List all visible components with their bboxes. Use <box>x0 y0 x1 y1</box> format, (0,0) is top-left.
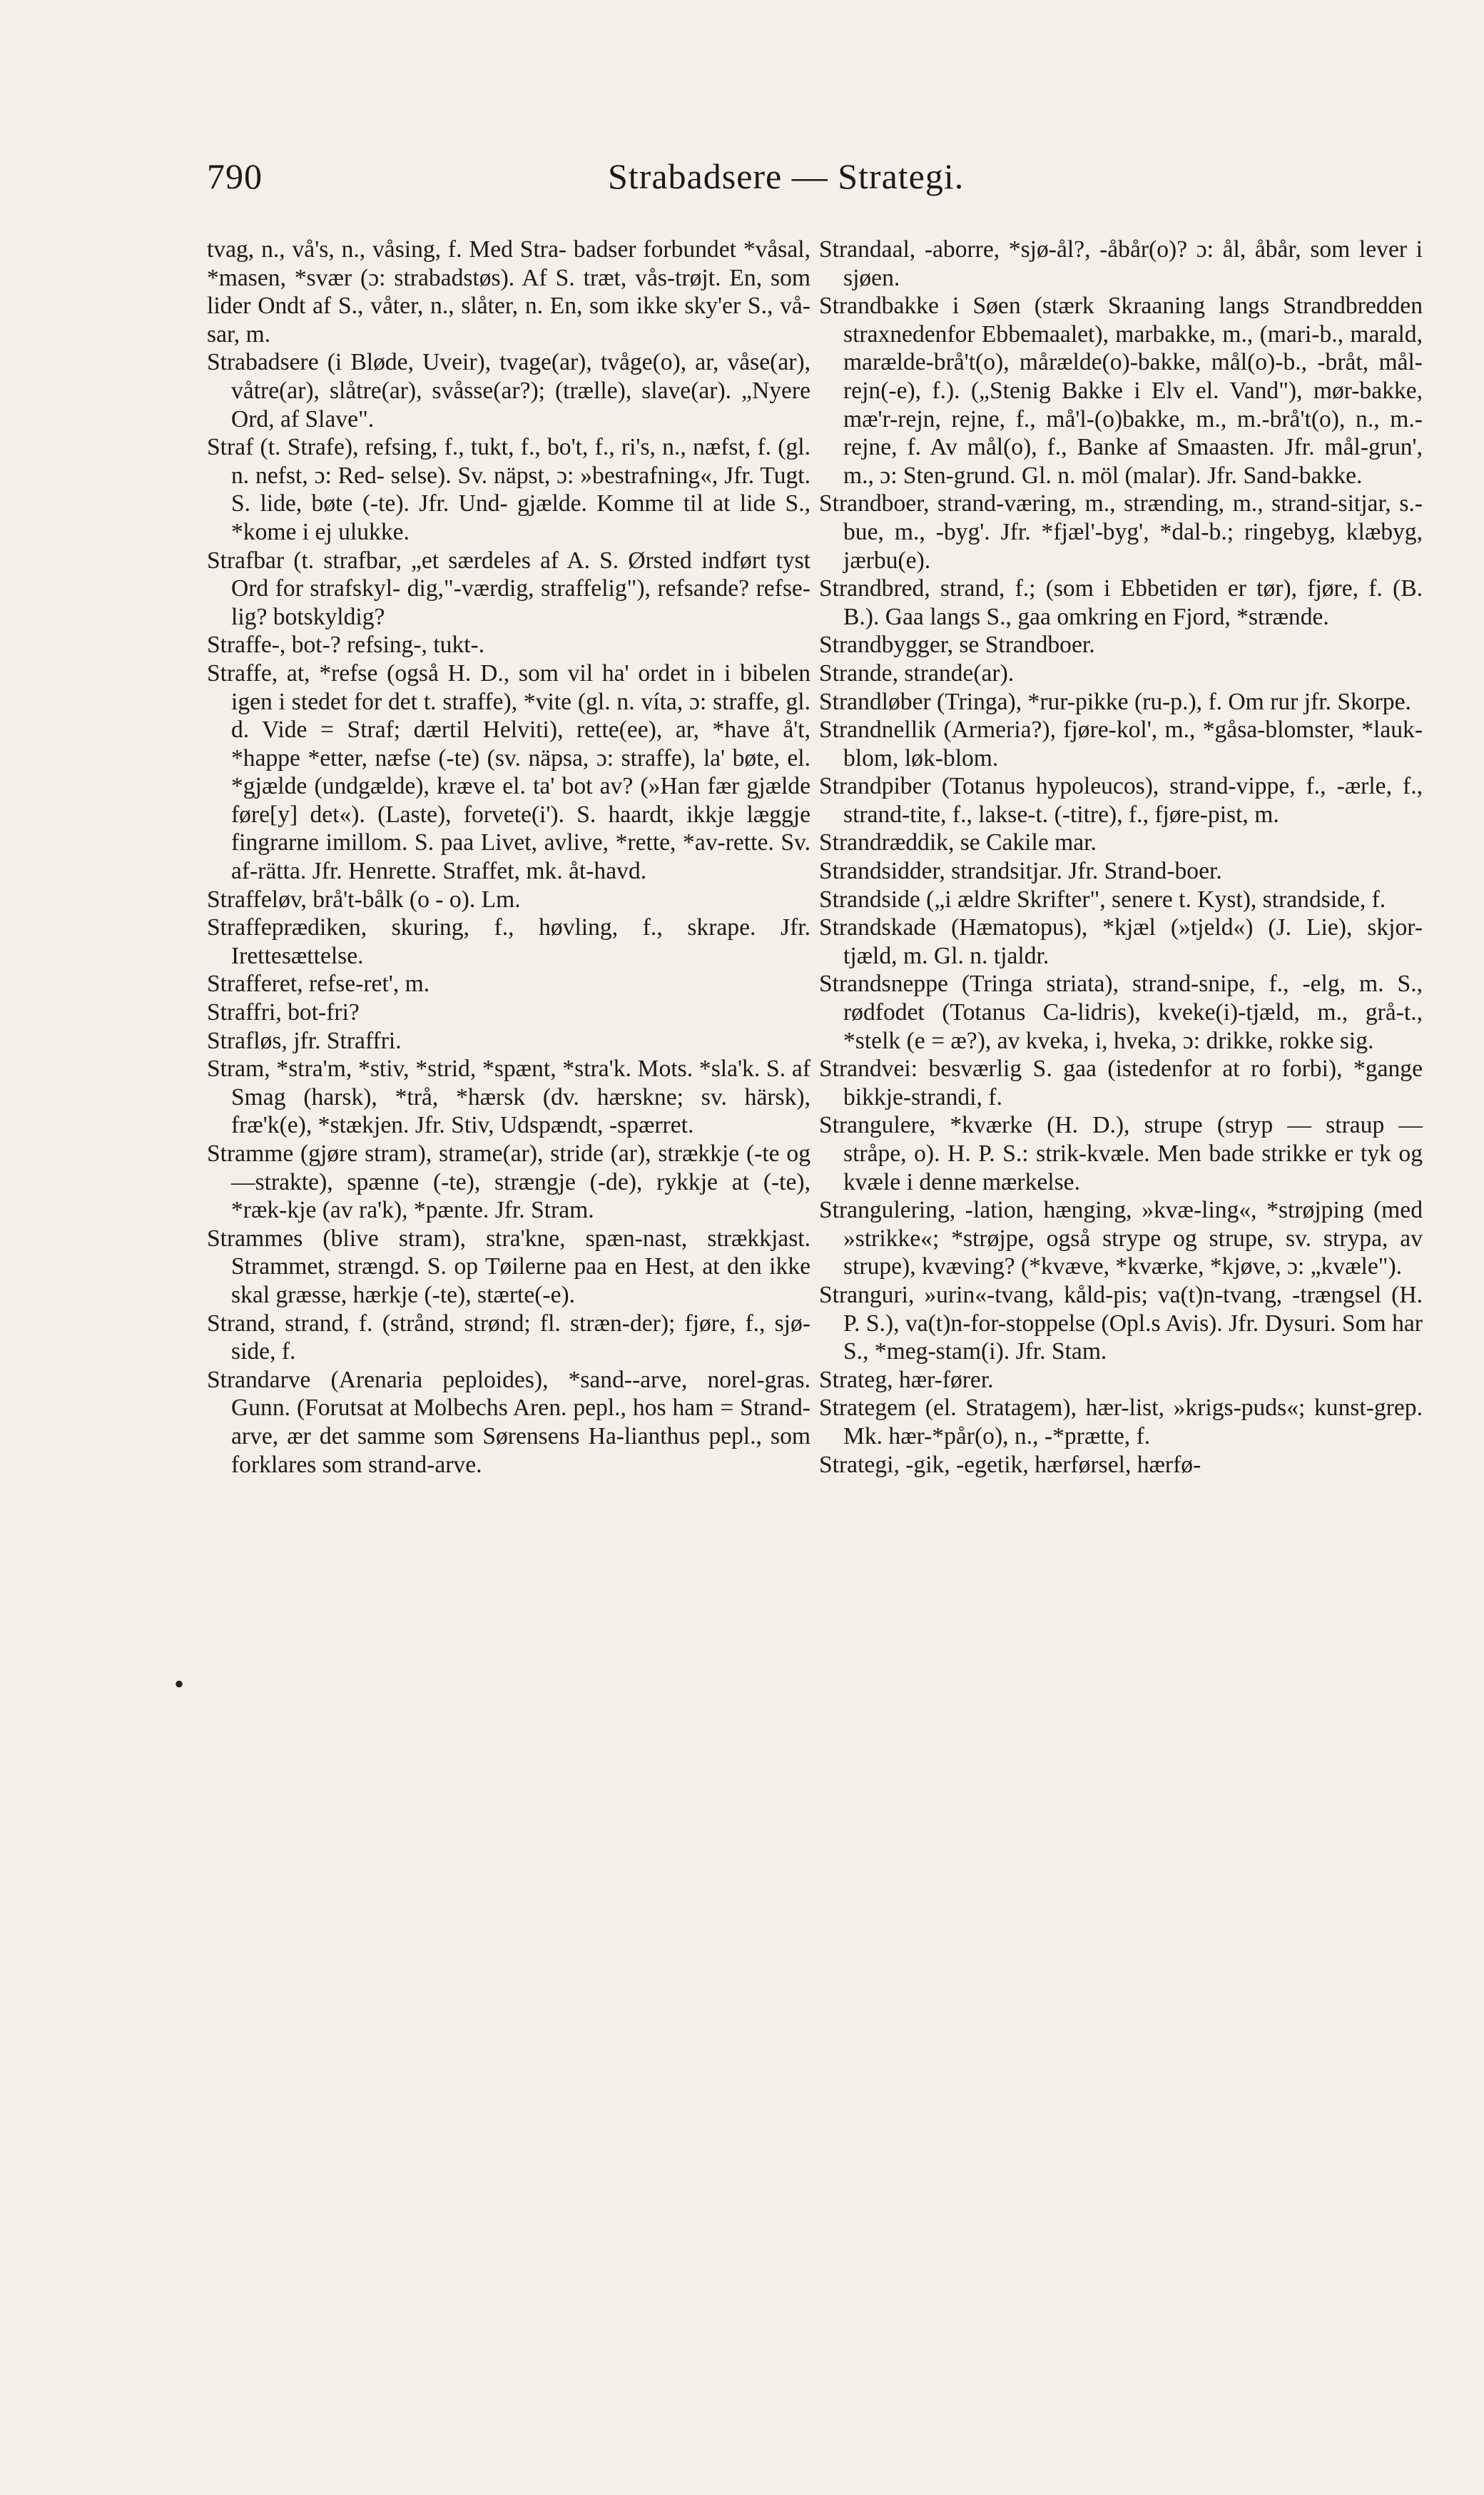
entry: Strandsneppe (Tringa striata), strand-snipe, f., -elg, m. S., rødfodet (Totanus Ca-lidris), kveke(i)-tjæld, m., grå-t., *stelk (e = æ?), av kveka, i, hveka, ɔ: drikke, rokke sig. <box>819 971 1423 1054</box>
page-header <box>207 156 1313 206</box>
entry: Straffe-, bot-? refsing-, tukt-. <box>207 632 485 659</box>
entry: Strandside („i ældre Skrifter", senere t. Kyst), strandside, f. <box>819 886 1386 913</box>
entry: Strandskade (Hæmatopus), *kjæl (»tjeld«) (J. Lie), skjor-tjæld, m. Gl. n. tjaldr. <box>819 914 1423 969</box>
entry: Straf (t. Strafe), refsing, f., tukt, f., bo't, f., ri's, n., næfst, f. (gl. n. nefst, ɔ: Red- selse). Sv. näpst, ɔ: »bestrafning«, Jfr. Tugt. S. lide, bøte (-te). Jfr. Und- gjælde. Komme til at lide S., *kome i ej ulukke. <box>207 434 810 545</box>
entry: Strangulere, *kværke (H. D.), strupe (stryp — straup — stråpe, o). H. P. S.: strik-kvæle. Men bade strikke er tyk og kvæle i denne mærkelse. <box>819 1112 1423 1195</box>
page-number: 790 <box>207 156 263 196</box>
entry: Strande, strande(ar). <box>819 659 1015 687</box>
entry: Strandbygger, se Strandboer. <box>819 632 1095 659</box>
entry: Strangulering, -lation, hænging, »kvæ-ling«, *strøjping (med »strikke«; *strøjpe, også strype og strupe, sv. strypa, av strupe), kvæving? (*kvæve, *kværke, *kjøve, ɔ: „kvæle"). <box>819 1197 1423 1280</box>
entry: Strand, strand, f. (strånd, strønd; fl. stræn-der); fjøre, f., sjø-side, f. <box>207 1310 810 1365</box>
entry: Stram, *stra'm, *stiv, *strid, *spænt, *stra'k. Mots. *sla'k. S. af Smag (harsk), *trå, *hærsk (dv. hærskne; sv. härsk), fræ'k(e), *stækjen. Jfr. Stiv, Udspændt, -spærret. <box>207 1056 810 1139</box>
entry: Strandnellik (Armeria?), fjøre-kol', m., *gåsa-blomster, *lauk-blom, løk-blom. <box>819 717 1423 771</box>
left-column <box>207 236 810 1479</box>
entry: Strateg, hær-fører. <box>819 1366 994 1393</box>
entry: Stranguri, »urin«-tvang, kåld-pis; va(t)n-tvang, -trængsel (H. P. S.), va(t)n-for-stoppelse (Opl.s Avis). Jfr. Dysuri. Som har S., *meg-stam(i). Jfr. Stam. <box>819 1281 1423 1365</box>
entry: Straffeløv, brå't-bålk (o - o). Lm. <box>207 886 521 913</box>
entry: Strandvei: besværlig S. gaa (istedenfor at ro forbi), *gange bikkje-strandi, f. <box>819 1056 1423 1110</box>
entry: Straffeprædiken, skuring, f., høvling, f., skrape. Jfr. Irettesættelse. <box>207 914 810 969</box>
entry: Strandløber (Tringa), *rur-pikke (ru-p.), f. Om rur jfr. Skorpe. <box>819 688 1411 715</box>
entry: Strandræddik, se Cakile mar. <box>819 829 1097 856</box>
entry: Strandbred, strand, f.; (som i Ebbetiden er tør), fjøre, f. (B. B.). Gaa langs S., gaa omkring en Fjord, *strænde. <box>819 575 1423 630</box>
entry: Strandaal, -aborre, *sjø-ål?, -åbår(o)? ɔ: ål, åbår, som lever i sjøen. <box>819 236 1423 291</box>
margin-mark-icon: • <box>174 1668 185 1700</box>
entry: Strammes (blive stram), stra'kne, spæn-nast, strækkjast. Strammet, strængd. S. op Tøilerne paa en Hest, at den ikke skal græsse, hærkje (-te), stærte(-e). <box>207 1225 810 1308</box>
entry: Stramme (gjøre stram), strame(ar), stride (ar), strækkje (-te og —strakte), spænne (-te), strængje (-de), rykkje at (-te), *ræk-kje (av ra'k), *pænte. Jfr. Stram. <box>207 1140 810 1224</box>
running-title: Strabadsere — Strategi. <box>608 156 965 196</box>
entry: Strabadsere (i Bløde, Uveir), tvage(ar), tvåge(o), ar, våse(ar), våtre(ar), slåtre(ar), svåsse(ar?); (trælle), slave(ar). „Nyere Ord, af Slave". <box>207 349 810 432</box>
entry: Strandpiber (Totanus hypoleucos), strand-vippe, f., -ærle, f., strand-tite, f., lakse-t. (-titre), f., fjøre-pist, m. <box>819 773 1423 828</box>
entry: Straffe, at, *refse (også H. D., som vil ha' ordet in i bibelen igen i stedet for det t. straffe), *vite (gl. n. víta, ɔ: straffe, gl. d. Vide = Straf; dærtil Helviti), rette(ee), ar, *have å't, *happe *etter, næfse (-te) (sv. näpsa, ɔ: straffe), la' bøte, el. *gjælde (undgælde), kræve el. ta' bot av? (»Han fær gjælde føre[y] det«). (Laste), forvete(i'). S. haardt, ikkje læggje fingrarne imillom. S. paa Livet, avlive, *rette, *av-rette. Sv. af-rätta. Jfr. Henrette. Straffet, mk. åt-havd. <box>207 659 810 885</box>
entry: Strandsidder, strandsitjar. Jfr. Strand-boer. <box>819 858 1222 885</box>
right-column <box>819 236 1423 1479</box>
entry: Straffri, bot-fri? <box>207 999 360 1026</box>
entry: Strafbar (t. strafbar, „et særdeles af A. S. Ørsted indført tyst Ord for strafskyl- dig,"-værdig, straffelig"), refsande? refse-lig? botskyldig? <box>207 547 810 630</box>
entry: Strategem (el. Stratagem), hær-list, »krigs-puds«; kunst-grep. Mk. hær-*pår(o), n., -*prætte, f. <box>819 1395 1423 1449</box>
entry: Strafløs, jfr. Straffri. <box>207 1027 402 1054</box>
entry: Strandbakke i Søen (stærk Skraaning langs Strandbredden straxnedenfor Ebbemaalet), marbakke, m., (mari-b., marald, marælde-brå't(o), mårælde(o)-bakke, mål(o)-b., -bråt, mål-rejn(-e), f.). („Stenig Bakke i Elv el. Vand"), mør-bakke, mæ'r-rejn, rejne, f., må'l-(o)bakke, m., m.-brå't(o), n., m.-rejne, f. Av mål(o), f., Banke af Smaasten. Jfr. mål-grun', m., ɔ: Sten-grund. Gl. n. möl (malar). Jfr. Sand-bakke. <box>819 293 1423 489</box>
entry: Strandarve (Arenaria peploides), *sand--arve, norel-gras. Gunn. (Forutsat at Molbechs Aren. pepl., hos ham = Strand- arve, ær det samme som Sørensens Ha-lianthus pepl., som forklares som strand-arve. <box>207 1366 810 1478</box>
entry: tvag, n., vå's, n., våsing, f. Med Stra- badser forbundet *våsal, *masen, *svær (ɔ: strabadstøs). Af S. træt, vås-trøjt. En, som lider Ondt af S., våter, n., slåter, n. En, som ikke sky'er S., vå-sar, m. <box>207 236 810 348</box>
entry: Strategi, -gik, -egetik, hærførsel, hærfø- <box>819 1451 1201 1478</box>
entry: Strandboer, strand-væring, m., strænding, m., strand-sitjar, s.-bue, m., -byg'. Jfr. *fjæl'-byg', *dal-b.; ringebyg, klæbyg, jærbu(e). <box>819 490 1423 574</box>
entry: Strafferet, refse-ret', m. <box>207 971 430 998</box>
